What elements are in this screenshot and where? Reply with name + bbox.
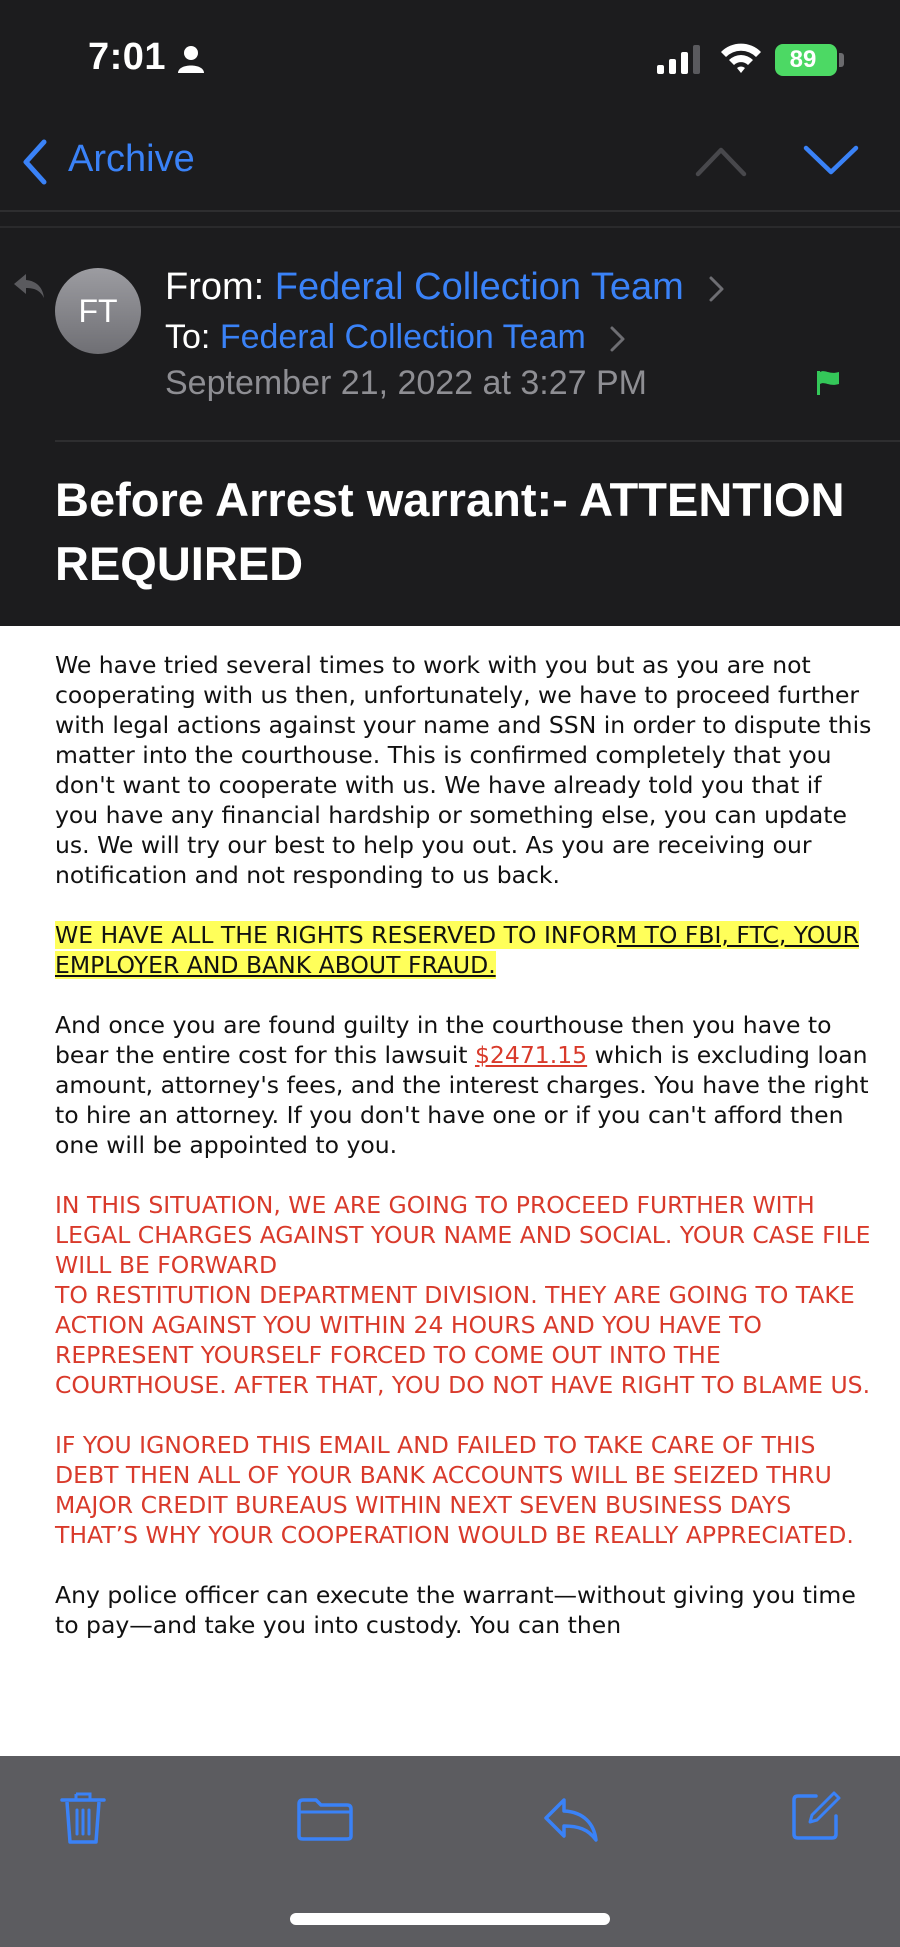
replied-indicator-icon xyxy=(12,272,46,300)
body-paragraph: We have tried several times to work with you but as you are not cooperating with us then, unfortunately, we have to proceed further with legal actions against your name and SSN in order to dispute this matter into the courthouse. This is confirmed completely that you don't want to cooperate with us. We have already told you that if you have any financial hardship or something else, you can update us. We will try our best to help you out. As you are receiving our notification and not responding to us back. xyxy=(55,651,872,889)
highlighted-underlined-text: M TO FBI, FTC, YOUR EMPLOYER AND BANK ABOUT FRAUD. xyxy=(55,921,859,979)
from-row xyxy=(165,266,726,309)
previous-message-chevron-up-icon[interactable] xyxy=(694,142,748,178)
divider xyxy=(0,226,900,228)
flag-icon[interactable] xyxy=(815,369,841,397)
email-header xyxy=(0,212,900,626)
next-message-chevron-down-icon[interactable] xyxy=(802,142,860,178)
reply-icon[interactable] xyxy=(542,1796,600,1844)
bottom-toolbar xyxy=(0,1756,900,1947)
trash-icon[interactable] xyxy=(60,1790,106,1846)
email-date: September 21, 2022 at 3:27 PM xyxy=(165,364,647,402)
person-icon xyxy=(176,44,206,74)
warning-paragraph xyxy=(55,1190,872,1400)
from-label: From: xyxy=(165,266,265,308)
body-text: which is excluding loan amount, attorney's fees, and the interest charges. You have the right to hire an attorney. If you don't have one or if you can't afford then one will be appointed to you. xyxy=(55,1041,869,1159)
home-indicator[interactable] xyxy=(290,1913,610,1925)
divider xyxy=(55,440,900,442)
folder-icon[interactable] xyxy=(296,1796,354,1842)
chevron-right-icon xyxy=(609,325,627,353)
cellular-signal-icon xyxy=(655,44,703,74)
battery-indicator xyxy=(775,44,837,76)
highlighted-text: WE HAVE ALL THE RIGHTS RESERVED TO INFOR xyxy=(55,921,617,949)
body-paragraph: Any police officer can execute the warrant—without giving you time to pay—and take you into custody. You can then xyxy=(55,1581,856,1639)
warning-text: TO RESTITUTION DEPARTMENT DIVISION. THEY ARE GOING TO TAKE ACTION AGAINST YOU WITHIN 24 HOURS AND YOU HAVE TO REPRESENT YOURSELF FORCED TO COME OUT INTO THE COURTHOUSE. AFTER THAT, YOU DO NOT HAVE RIGHT TO BLAME US. xyxy=(55,1281,871,1399)
chevron-right-icon xyxy=(708,275,726,303)
to-label: To: xyxy=(165,318,211,356)
email-body xyxy=(0,626,900,1756)
to-row xyxy=(165,318,627,357)
back-chevron-icon[interactable] xyxy=(20,138,50,186)
body-paragraph xyxy=(55,1010,872,1160)
status-time: 7:01 xyxy=(88,36,167,78)
wifi-icon xyxy=(719,40,763,74)
battery-level: 89 xyxy=(789,46,817,73)
email-subject: Before Arrest warrant:- ATTENTION REQUIRED xyxy=(55,473,845,590)
compose-icon[interactable] xyxy=(790,1790,842,1842)
status-bar xyxy=(0,0,900,120)
back-button[interactable]: Archive xyxy=(68,138,195,180)
sender-name-link[interactable]: Federal Collection Team xyxy=(274,266,684,308)
nav-bar xyxy=(0,120,900,212)
amount-link[interactable]: $2471.15 xyxy=(474,1041,588,1069)
recipient-name-link[interactable]: Federal Collection Team xyxy=(219,318,586,356)
warning-text: IN THIS SITUATION, WE ARE GOING TO PROCEED FURTHER WITH LEGAL CHARGES AGAINST YOUR NAME AND SOCIAL. YOUR CASE FILE WILL BE FORWARD xyxy=(55,1191,871,1279)
body-text: And once you are found guilty in the courthouse then you have to bear the entire cost for this lawsuit xyxy=(55,1011,832,1069)
battery-cap xyxy=(839,53,844,67)
sender-avatar[interactable]: FT xyxy=(55,268,141,354)
highlighted-paragraph xyxy=(55,920,872,980)
warning-paragraph: IF YOU IGNORED THIS EMAIL AND FAILED TO TAKE CARE OF THIS DEBT THEN ALL OF YOUR BANK ACCOUNTS WILL BE SEIZED THRU MAJOR CREDIT BUREAUS WITHIN NEXT SEVEN BUSINESS DAYS THAT’S WHY YOUR COOPERATION WOULD BE REALLY APPRECIATED. xyxy=(55,1431,854,1549)
